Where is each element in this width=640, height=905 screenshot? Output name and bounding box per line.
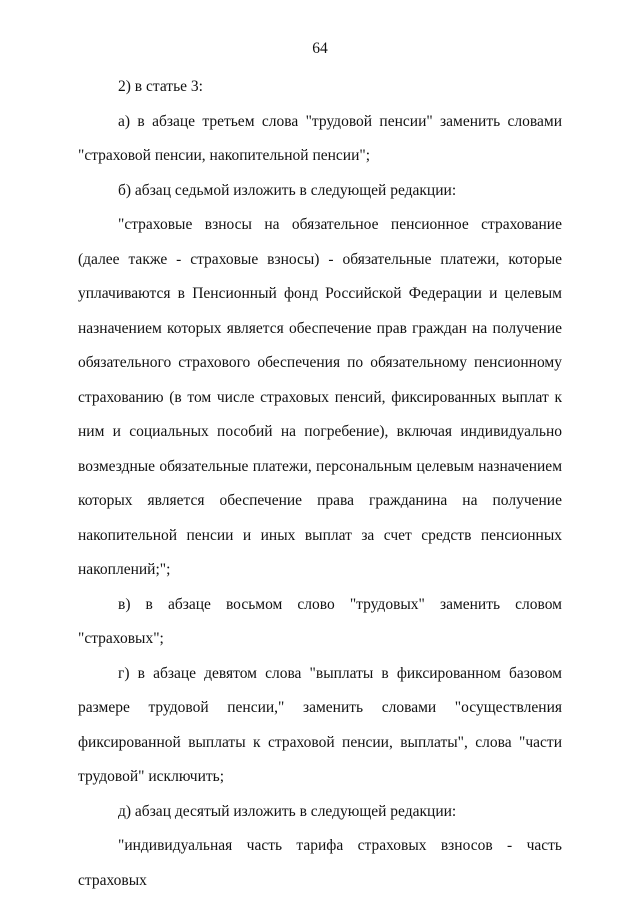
paragraph-item-a: а) в абзаце третьем слова "трудовой пенсии" заменить словами "страховой пенсии, накопительной пенсии"; bbox=[78, 112, 562, 164]
document-body bbox=[78, 70, 562, 898]
paragraph-item-b: б) абзац седьмой изложить в следующей редакции: bbox=[118, 181, 457, 199]
paragraph-individual-tariff-part: "индивидуальная часть тарифа страховых взносов - часть страховых bbox=[78, 837, 562, 889]
paragraph-item-v: в) в абзаце восьмом слово "трудовых" заменить словом "страховых"; bbox=[78, 595, 562, 647]
paragraph-item-d: д) абзац десятый изложить в следующей редакции: bbox=[118, 802, 457, 820]
page-number: 64 bbox=[312, 40, 328, 57]
paragraph-item-g: г) в абзаце девятом слова "выплаты в фиксированном базовом размере трудовой пенсии," заменить словами "осуществления фиксированной выплаты к страховой пенсии, выплаты", слова "части трудовой" исключить; bbox=[78, 664, 562, 785]
paragraph-insurance-contributions-definition: "страховые взносы на обязательное пенсионное страхование (далее также - страховые взносы) - обязательные платежи, которые уплачиваются в Пенсионный фонд Российской Федерации и целевым назначением которых является обеспечение прав граждан на получение обязательного страхового обеспечения по обязательному пенсионному страхованию (в том числе страховых пенсий, фиксированных выплат к ним и социальных пособий на погребение), включая индивидуально возмездные обязательные платежи, персональным целевым назначением которых является обеспечение права гражданина на получение накопительной пенсии и иных выплат за счет средств пенсионных накоплений;"; bbox=[78, 216, 562, 578]
paragraph-article-3: 2) в статье 3: bbox=[118, 78, 203, 95]
